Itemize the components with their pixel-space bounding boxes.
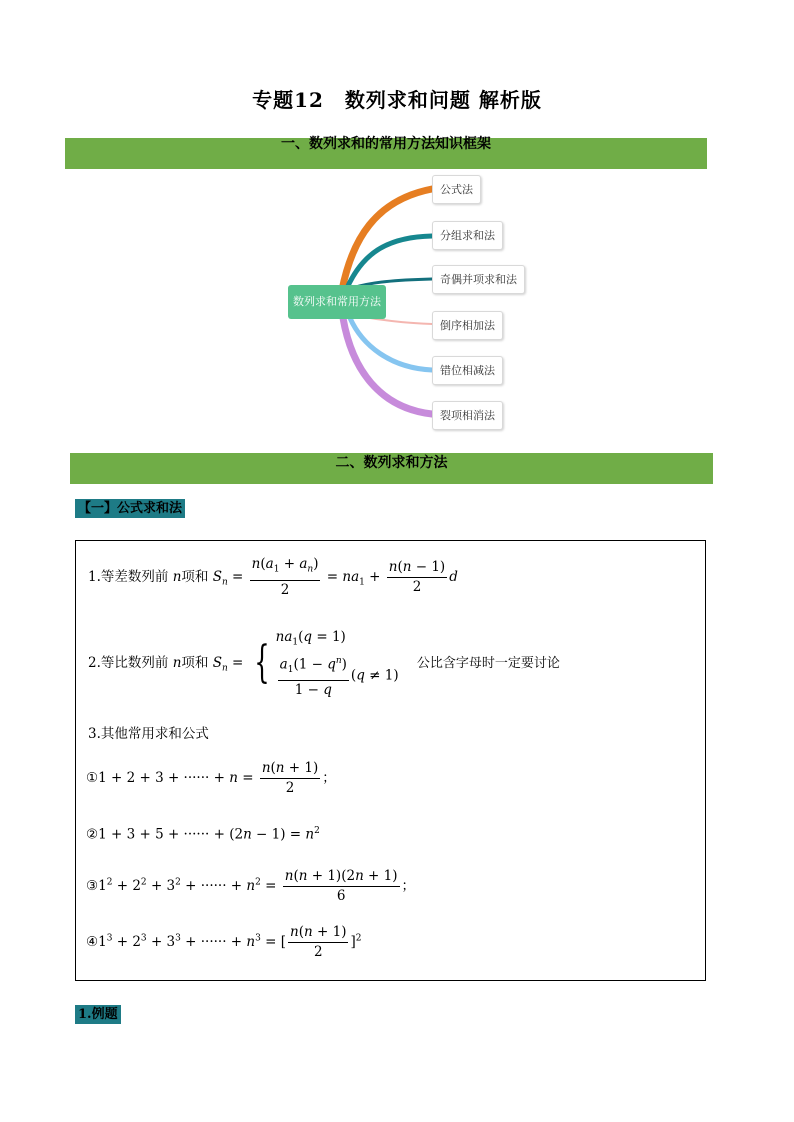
formula-1-prefix: 1.等差数列前 [88, 568, 169, 585]
mindmap-root: 数列求和常用方法 [288, 285, 386, 319]
subsection-tag-examples: 1.例题 [75, 1005, 121, 1024]
mindmap-node-grouping: 分组求和法 [432, 221, 503, 250]
formula-c1-marker: ① [86, 770, 99, 786]
mindmap-node-reverse-add: 倒序相加法 [432, 311, 503, 340]
formula-c4-marker: ④ [86, 934, 99, 950]
formula-arithmetic-sum: 1.等差数列前 n项和 $S_n$ = $\frac{n(a_1 + a_n)}{2}$ = $na_1$ + $\frac{n(n - 1)}{2}$ d [88, 556, 458, 598]
formula-2-n: n [172, 654, 182, 671]
section-header-methods: 二、数列求和方法 [70, 453, 713, 484]
formula-2-mid: 项和 [181, 654, 209, 671]
mindmap-node-formula: 公式法 [432, 175, 481, 204]
mindmap-node-telescoping: 裂项相消法 [432, 401, 503, 430]
formula-sum-cubes: $④1^3 + 2^3 + 3^3$ + ······ + $n^3$ = [ $\frac{n(n + 1)}{2}$ ]$^2$ [86, 924, 362, 960]
branch-line-5 [350, 318, 432, 370]
formula-sum-naturals: ①1 + 2 + 3 + ······ + n = $\frac{n(n + 1)}{2}$ ； [86, 760, 336, 796]
formula-sum-squares: $③1^2 + 2^2 + 3^2$ + ······ + $n^2$ = $\frac{n(n + 1)(2n + 1)}{6}$ ； [86, 868, 416, 904]
section-header-framework: 一、数列求和的常用方法知识框架 [65, 138, 707, 169]
mindmap-branches [0, 0, 794, 460]
formula-3-title: 3.其他常用求和公式 [88, 726, 209, 742]
formula-geometric-sum: 2.等比数列前 n项和 $S_n$ = { $na_1(q = 1)$ $\frac{a_1(1 - q^n)}{1 - q}$ (q ≠ 1) 公比含字母时一定要讨论 [88, 629, 560, 698]
formula-2-prefix: 2.等比数列前 [88, 654, 169, 671]
formula-sum-odds: ②1 + 3 + 5 + ······ + $(2n - 1) = n^2$ [86, 826, 320, 843]
formula-1-n: n [172, 568, 182, 585]
page-title: 专题12 数列求和问题 解析版 [252, 88, 542, 112]
mindmap-node-odd-even: 奇偶并项求和法 [432, 265, 525, 294]
formula-2-note: 公比含字母时一定要讨论 [416, 655, 560, 671]
mindmap-node-shift-subtract: 错位相减法 [432, 356, 503, 385]
formula-c2-marker: ② [86, 826, 99, 843]
formula-c3-marker: ③ [86, 878, 99, 894]
formula-1-mid: 项和 [181, 568, 209, 585]
subsection-tag-formula: 【一】公式求和法 [75, 499, 185, 518]
